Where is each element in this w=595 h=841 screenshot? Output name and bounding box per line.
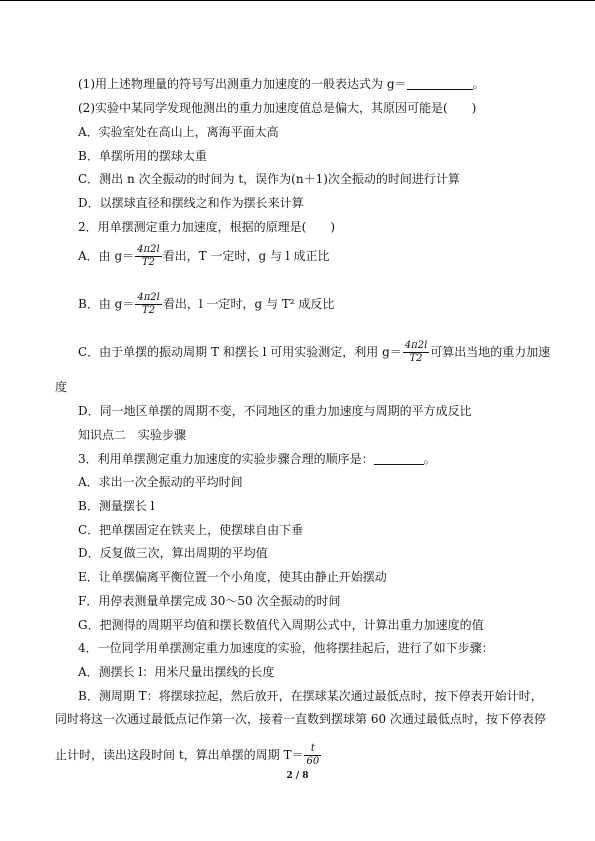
q2-b-text: B．由 g＝ bbox=[78, 297, 135, 311]
top-rule bbox=[0, 0, 595, 1]
q1-sub1 bbox=[78, 76, 485, 92]
q2-option-a bbox=[78, 244, 329, 269]
q3-step-b: B．测量摆长 l bbox=[78, 499, 155, 513]
fraction-denominator: T2 bbox=[409, 353, 423, 364]
q4-stem: 4．一位同学用单摆测定重力加速度的实验，他将摆挂起后，进行了如下步骤： bbox=[78, 641, 494, 655]
fraction-numerator: t bbox=[310, 743, 315, 754]
q2-c-text-end: 可算出当地的重力加速 bbox=[430, 345, 551, 359]
period-fraction bbox=[304, 743, 321, 768]
formula-fraction bbox=[135, 292, 162, 317]
q4-step-b-line2: 同时将这一次通过最低点记作第一次，接着一直数到摆球第 60 次通过最低点时，按下停表停 bbox=[55, 712, 546, 726]
q3-step-c: C．把单摆固定在铁夹上，使摆球自由下垂 bbox=[78, 523, 304, 537]
q3-stem-text: 3．利用单摆测定重力加速度的实验步骤合理的顺序是： bbox=[78, 452, 374, 466]
q2-a-text: A．由 g＝ bbox=[78, 249, 135, 263]
fraction-numerator: 4π2l bbox=[137, 292, 160, 303]
q4-step-b-line1: B．测周期 T：将摆球拉起，然后放开，在摆球某次通过最低点时，按下停表开始计时， bbox=[78, 689, 543, 703]
answer-blank bbox=[374, 452, 424, 465]
q3-step-f: F．用停表测量单摆完成 30～50 次全振动的时间 bbox=[78, 594, 341, 608]
q2-stem: 2．用单摆测定重力加速度，根据的原理是( ) bbox=[78, 220, 335, 234]
q3-stem-end: 。 bbox=[423, 452, 436, 466]
q1-option-b: B．单摆所用的摆球太重 bbox=[78, 149, 207, 163]
q1-sub2: (2)实验中某同学发现他测出的重力加速度值总是偏大，其原因可能是( ) bbox=[78, 101, 477, 115]
q1-option-a: A．实验室处在高山上，离海平面太高 bbox=[78, 125, 279, 139]
formula-fraction bbox=[135, 244, 162, 269]
q1-option-c: C．测出 n 次全振动的时间为 t，误作为(n＋1)次全振动的时间进行计算 bbox=[78, 172, 460, 186]
q4-b3-text: 止计时，读出这段时间 t，算出单摆的周期 T＝ bbox=[55, 748, 304, 762]
q4-step-a: A．测摆长 l：用米尺量出摆线的长度 bbox=[78, 665, 275, 679]
fraction-numerator: 4π2l bbox=[404, 340, 428, 351]
q2-option-b bbox=[78, 292, 334, 317]
q1-sub1-text: (1)用上述物理量的符号写出测重力加速度的一般表达式为 g＝ bbox=[78, 77, 407, 91]
page-number: 2 / 8 bbox=[286, 771, 309, 781]
q3-step-e: E．让单摆偏离平衡位置一个小角度，使其由静止开始摆动 bbox=[78, 570, 387, 584]
fraction-denominator: 60 bbox=[306, 756, 320, 767]
q1-option-d: D．以摆球直径和摆线之和作为摆长来计算 bbox=[78, 196, 304, 210]
q4-step-b-line3 bbox=[55, 743, 322, 768]
fraction-numerator: 4π2l bbox=[137, 244, 160, 255]
q2-option-c bbox=[78, 340, 550, 365]
q3-step-d: D．反复做三次，算出周期的平均值 bbox=[78, 546, 268, 560]
q2-option-c-continued: 度 bbox=[55, 380, 68, 394]
q1-sub1-end: 。 bbox=[472, 77, 485, 91]
fraction-denominator: T2 bbox=[142, 305, 156, 316]
q3-stem bbox=[78, 451, 436, 467]
q3-step-a: A．求出一次全振动的平均时间 bbox=[78, 475, 243, 489]
q2-b-text-end: 看出，l 一定时，g 与 T² 成反比 bbox=[162, 297, 335, 311]
section-heading: 知识点二 实验步骤 bbox=[78, 428, 187, 442]
q2-a-text-end: 看出，T 一定时，g 与 l 成正比 bbox=[162, 249, 330, 263]
formula-fraction bbox=[403, 340, 430, 365]
q2-c-text: C．由于单摆的振动周期 T 和摆长 l 可用实验测定，利用 g＝ bbox=[78, 345, 402, 359]
q3-step-g: G．把测得的周期平均值和摆长数值代入周期公式中，计算出重力加速度的值 bbox=[78, 618, 484, 632]
answer-blank bbox=[407, 77, 473, 90]
fraction-denominator: T2 bbox=[141, 257, 155, 268]
q2-option-d: D．同一地区单摆的周期不变，不同地区的重力加速度与周期的平方成反比 bbox=[78, 404, 472, 418]
